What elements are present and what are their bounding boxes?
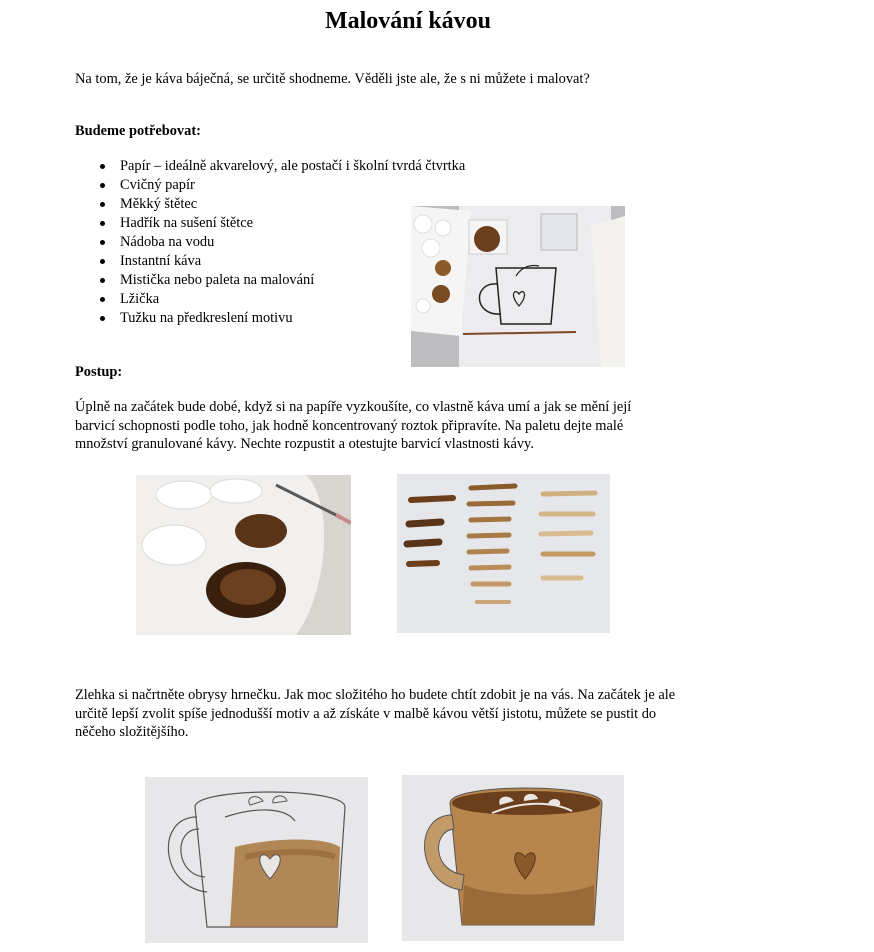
text-line: množství granulované kávy. Nechte rozpustit a otestujte barvicí vlastnosti kávy. — [75, 436, 534, 453]
list-item: Hadřík na sušení štětce — [75, 214, 535, 233]
intro-paragraph: Na tom, že je káva báječná, se určitě shodneme. Věděli jste ale, že s ni můžete i malovat? — [75, 71, 590, 87]
procedure-heading: Postup: — [75, 364, 123, 380]
text-line: určitě lepší zvolit spíše jednodušší motiv a až získáte v malbě kávou větší jistotu, můžete se pustit do — [75, 705, 657, 722]
text-line: něčeho složitějšího. — [75, 724, 189, 741]
list-item: Papír – ideálně akvarelový, ale postačí i školní tvrdá čtvrtka — [75, 157, 535, 176]
needs-heading: Budeme potřebovat: — [75, 123, 201, 139]
list-item: Tužku na předkreslení motivu — [75, 309, 535, 328]
text-line: Zlehka si načrtněte obrysy hrnečku. Jak moc složitého ho budete chtít zdobit je na vás. Na začátek je ale — [75, 687, 676, 703]
list-item: Cvičný papír — [75, 176, 535, 195]
list-item: Měkký štětec — [75, 195, 535, 214]
list-item: Instantní káva — [75, 252, 535, 271]
procedure-paragraph — [75, 398, 725, 454]
mug-finished-photo — [402, 775, 624, 941]
list-item: Mistička nebo paleta na malování — [75, 271, 535, 290]
text-line: Úplně na začátek bude dobé, když si na papíře vyzkoušíte, co vlastně káva umí a jak se mění její — [75, 399, 632, 415]
text-line: barvicí schopnosti podle toho, jak hodně koncentrovaný roztok připravíte. Na paletu dejte malé — [75, 417, 624, 434]
palette-photo — [136, 475, 351, 635]
strokes-photo — [397, 474, 610, 633]
supplies-photo — [411, 206, 625, 367]
sketch-paragraph — [75, 686, 725, 742]
page-title: Malování kávou — [324, 8, 492, 34]
mug-sketch-photo — [145, 777, 368, 943]
list-item: Lžička — [75, 290, 535, 309]
list-item: Nádoba na vodu — [75, 233, 535, 252]
